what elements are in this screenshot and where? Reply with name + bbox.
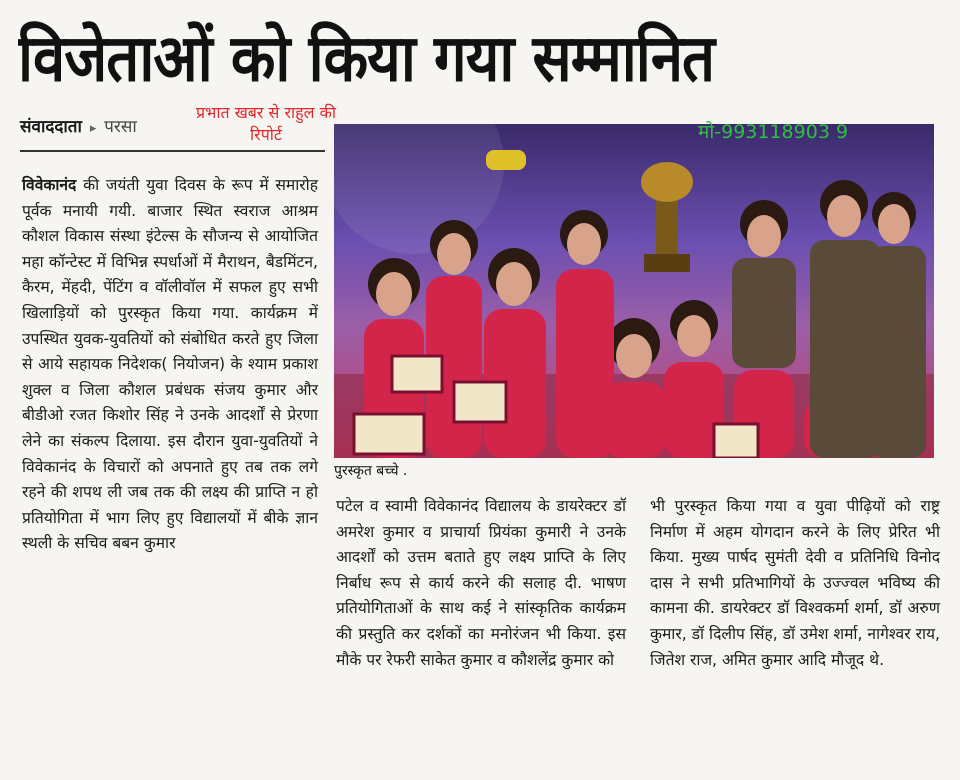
article-column-3	[650, 494, 940, 673]
byline-arrow-icon: ▸	[89, 121, 97, 136]
byline	[20, 114, 137, 140]
headline: विजेताओं को किया गया सम्मानित	[18, 20, 715, 97]
column-1-text: की जयंती युवा दिवस के रूप में समारोह पूर्वक मनायी गयी. बाजार स्थित स्वराज आश्रम कौशल विकास संस्था इंटेल्स के सौजन्य से आयोजित महा कॉन्टेस्ट में विभिन्न स्पर्धाओं में मैराथन, बैडमिंटन, कैरम, मेंहदी, पेंटिंग व वॉलीवॉल में सफल हुए सभी खिलाड़ियों को पुरस्कृत किया गया. कार्यक्रम में उपस्थित युवक-युवतियों को संबोधित करते हुए जिला से आये सहायक निदेशक( नियोजन) के श्याम प्रकाश शुक्ल व जिला कौशल प्रबंधक संजय कुमार और बीडीओ रजत किशोर सिंह ने उनके आदर्शों से प्रेरणा लेने का संकल्प दिलाया. इस दौरान युवा-युवतियों ने विवेकानंद के विचारों को अपनाते हुए तब तक लगे रहने की शपथ ली जब तक की लक्ष्य की प्राप्ति न हो प्रतियोगिता में भाग लिए हुए विद्यालयों में बीके ज्ञान स्थली के सचिव बबन कुमार	[22, 176, 318, 553]
column-3-text: भी पुरस्कृत किया गया व युवा पीढ़ियों को राष्ट्र निर्माण में अहम योगदान करने के लिए प्रेरित भी किया. मुख्य पार्षद सुमंती देवी व प्रतिनिधि विनोद दास ने सभी प्रतिभागियों के उज्ज्वल भविष्य की कामना की. डायरेक्टर डॉ विश्वकर्मा शर्मा, डॉ अरुण कुमार, डॉ दिलीप सिंह, डॉ उमेश शर्मा, नागेश्वर राय, जितेश राज, अमित कुमार आदि मौजूद थे.	[650, 497, 940, 669]
article-column-2	[336, 494, 626, 673]
source-note: प्रभात खबर से राहुल की रिपोर्ट	[196, 103, 337, 144]
byline-place: परसा	[104, 117, 137, 137]
column-2-text: पटेल व स्वामी विवेकानंद विद्यालय के डायरेक्टर डॉ अमरेश कुमार व प्राचार्या प्रियंका कुमारी ने उनके आदर्शों को उत्तम बताते हुए लक्ष्य प्राप्ति के लिए निर्बाध रूप से कार्य करने की सलाह दी. भाषण प्रतियोगिताओं के साथ कई ने सांस्कृतिक कार्यक्रम की प्रस्तुति कर दर्शकों का मनोरंजन भी किया. इस मौके पर रेफरी साकेत कुमार व कौशलेंद्र कुमार को	[336, 497, 626, 669]
photo-caption: पुरस्कृत बच्चे .	[334, 463, 408, 479]
article-column-1	[22, 173, 318, 557]
news-photo	[334, 124, 934, 458]
byline-divider	[20, 150, 325, 152]
phone-note: मो-993118903 9	[697, 121, 849, 143]
lead-word: विवेकानंद	[22, 176, 77, 194]
byline-reporter: संवाददाता	[20, 117, 82, 137]
trophy-icon	[641, 162, 693, 272]
photo-illustration	[334, 124, 934, 458]
